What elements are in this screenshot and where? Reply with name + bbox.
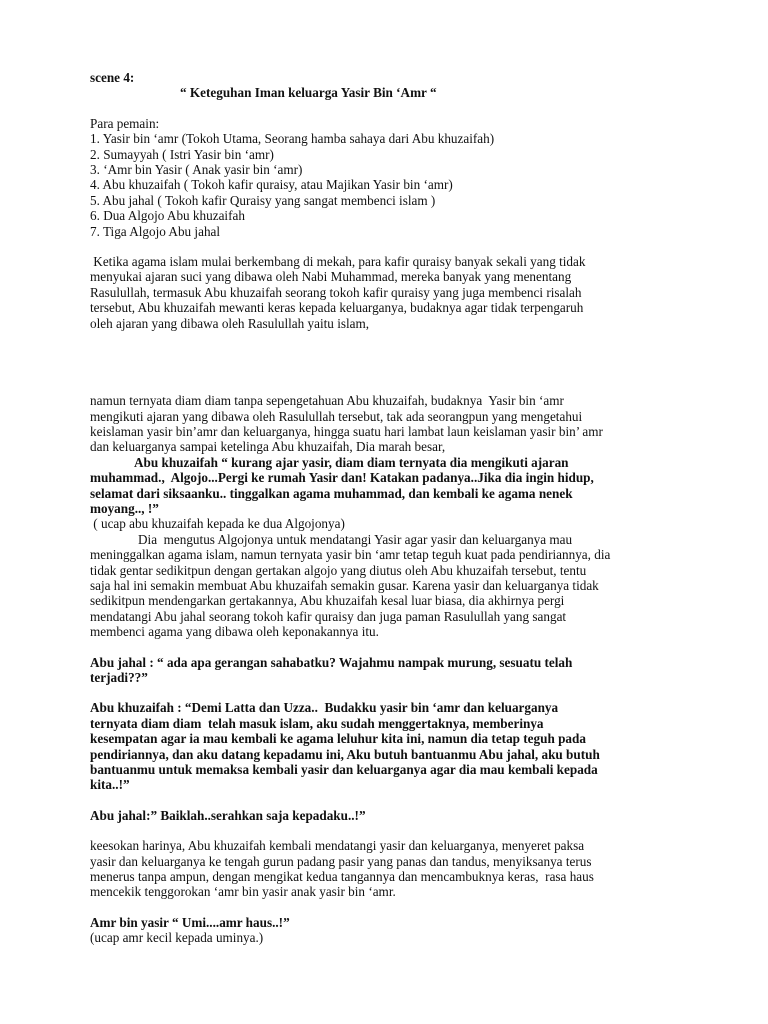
scene-title: “ Keteguhan Iman keluarga Yasir Bin ‘Amr “: [180, 85, 437, 101]
cast-item: 5. Abu jahal ( Tokoh kafir Quraisy yang sangat membenci islam ): [90, 192, 436, 208]
spacer: [90, 640, 680, 655]
spacer: [90, 900, 680, 915]
spacer: [90, 823, 680, 838]
dialog-abu-jahal: Abu jahal : “ ada apa gerangan sahabatku? Wajahmu nampak murung, sesuatu telah terjadi??”: [90, 654, 573, 685]
dialog-abu-khuzaifah: Abu khuzaifah : “Demi Latta dan Uzza.. Budakku yasir bin ‘amr dan keluarganya ternyata diam diam telah masuk islam, aku sudah menggertaknya, memberinya kesempatan agar ia mau kembali ke agama leluhur kita ini, namun dia tetap teguh pada pendiriannya, dan aku datang kepadamu ini, Aku butuh bantuanmu Abu jahal, aku butuh bantuanmu untuk memaksa kembali yasir dan keluarganya agar dia mau kembali kepada kita..!”: [90, 700, 600, 793]
cast-item: 2. Sumayyah ( Istri Yasir bin ‘amr): [90, 146, 274, 162]
cast-item: 7. Tiga Algojo Abu jahal: [90, 223, 221, 239]
story-paragraph: Dia mengutus Algojonya untuk mendatangi Yasir agar yasir dan keluarganya mau meninggalkan agama islam, namun ternyata yasir bin ‘amr tetap teguh kuat pada pendiriannya, dia tidak gentar sedikitpun dengan gertakan algojo yang diutus oleh Abu khuzaifah tersebut, tentu saja hal ini semakin membuat Abu khuzaifah semakin gusar. Karena yasir dan keluarganya tidak sedikitpun mendengarkan gertakannya, Abu khuzaifah kesal luar biasa, dia akhirnya pergi mendatangi Abu jahal seorang tokoh kafir quraisy dan juga paman Rasulullah yang sangat membenci agama yang dibawa oleh keponakannya itu.: [90, 531, 611, 640]
dialog-amr-bin-yasir: Amr bin yasir “ Umi....amr haus..!”: [90, 914, 290, 930]
cast-item: 4. Abu khuzaifah ( Tokoh kafir quraisy, atau Majikan Yasir bin ‘amr): [90, 177, 453, 193]
spacer: [90, 331, 680, 393]
scene-label: scene 4:: [90, 70, 135, 85]
dialog-abu-khuzaifah: Abu khuzaifah “ kurang ajar yasir, diam diam ternyata dia mengikuti ajaran muhammad., Algojo...Pergi ke rumah Yasir dan! Katakan padanya..Jika dia ingin hidup, selamat dari siksaanku.. tinggalkan agama muhammad, dan kembali ke agama nenek moyang.., !”: [90, 454, 594, 516]
spacer: [90, 101, 680, 116]
dialog-abu-jahal: Abu jahal:” Baiklah..serahkan saja kepadaku..!”: [90, 807, 366, 823]
intro-paragraph: Ketika agama islam mulai berkembang di mekah, para kafir quraisy banyak sekali yang tidak menyukai ajaran suci yang dibawa oleh Nabi Muhammad, mereka banyak yang menentang Rasulullah, termasuk Abu khuzaifah seorang tokoh kafir quraisy yang juga membenci risalah tersebut, Abu khuzaifah mewanti keras kepada keluarganya, budaknya agar tidak terpengaruh oleh ajaran yang dibawa oleh Rasulullah yaitu islam,: [90, 254, 586, 331]
cast-item: 6. Dua Algojo Abu khuzaifah: [90, 208, 245, 224]
story-paragraph: namun ternyata diam diam tanpa sepengetahuan Abu khuzaifah, budaknya Yasir bin ‘amr mengikuti ajaran yang dibawa oleh Rasulullah tersebut, tak ada seorangpun yang mengetahui keislaman yasir bin’amr dan keluarganya, hingga suatu hari lambat laun keislaman yasir bin’ amr dan keluarganya sampai ketelinga Abu khuzaifah, Dia marah besar,: [90, 393, 603, 455]
cast-item: 1. Yasir bin ‘amr (Tokoh Utama, Seorang hamba sahaya dari Abu khuzaifah): [90, 131, 495, 147]
spacer: [90, 793, 680, 808]
spacer: [90, 685, 680, 700]
stage-note: ( ucap abu khuzaifah kepada ke dua Algojonya): [90, 516, 345, 532]
document-page: [90, 70, 680, 946]
spacer: [90, 239, 680, 254]
cast-heading: Para pemain:: [90, 115, 160, 131]
cast-item: 3. ‘Amr bin Yasir ( Anak yasir bin ‘amr): [90, 162, 303, 178]
stage-note: (ucap amr kecil kepada uminya.): [90, 930, 264, 946]
story-paragraph: keesokan harinya, Abu khuzaifah kembali mendatangi yasir dan keluarganya, menyeret paksa yasir dan keluarganya ke tengah gurun padang pasir yang panas dan tandus, menyiksanya terus menerus tanpa ampun, dengan mengikat kedua tangannya dan mencambuknya keras, rasa haus mencekik tenggorokan ‘amr bin yasir anak yasir bin ‘amr.: [90, 838, 594, 900]
